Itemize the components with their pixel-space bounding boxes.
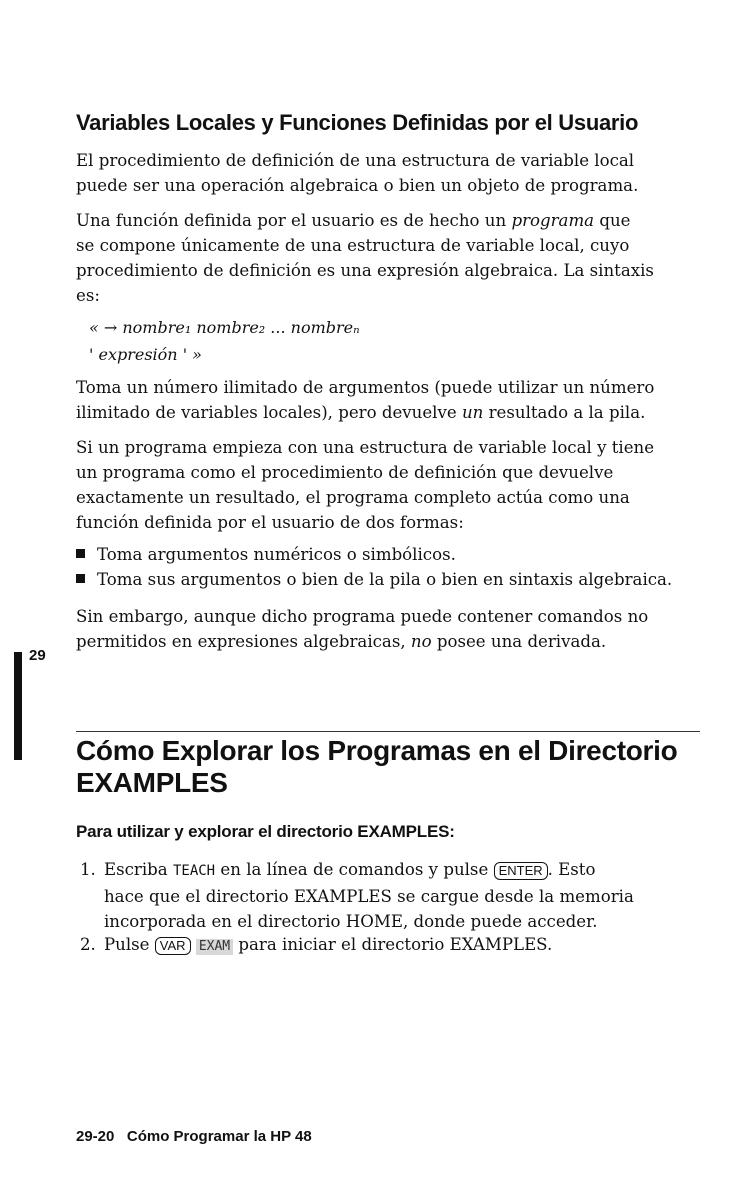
- subsection-heading: Para utilizar y explorar el directorio EXAMPLES:: [76, 822, 455, 841]
- chapter-tab-number: 29: [29, 647, 46, 664]
- var-key: VAR: [155, 937, 191, 955]
- syntax-line-1: « → nombre₁ nombre₂ ... nombreₙ: [89, 318, 360, 337]
- paragraph-arguments: Toma un número ilimitado de argumentos (puede utilizar un número ilimitado de variables locales), pero devuelve un resultado a la pila.: [76, 378, 655, 422]
- paragraph-derivative: Sin embargo, aunque dicho programa puede contener comandos no permitidos en expresiones algebraicas, no posee una derivada.: [76, 607, 649, 651]
- step-item-2: 2. Pulse VAR EXAM para iniciar el directorio EXAMPLES.: [80, 935, 553, 954]
- syntax-line-2: ' expresión ' »: [89, 345, 202, 364]
- exam-softkey: EXAM: [196, 939, 233, 955]
- paragraph-definition-procedure: El procedimiento de definición de una estructura de variable local puede ser una operación algebraica o bien un objeto de programa.: [76, 151, 639, 195]
- page-footer: [76, 1128, 312, 1145]
- section-heading-examples: Cómo Explorar los Programas en el Directorio EXAMPLES: [76, 735, 678, 798]
- bullet-item: Toma sus argumentos o bien de la pila o bien en sintaxis algebraica.: [76, 570, 672, 589]
- bullet-square-icon: [76, 549, 85, 558]
- command-teach: TEACH: [172, 863, 216, 879]
- chapter-tab-bar: [14, 652, 22, 760]
- bullet-item: Toma argumentos numéricos o simbólicos.: [76, 545, 456, 564]
- paragraph-program-structure: Si un programa empieza con una estructura de variable local y tiene un programa como el procedimiento de definición que devuelve exactamente un resultado, el programa completo actúa como una función definida por el usuario de dos formas:: [76, 438, 655, 532]
- page-number: 29-20: [76, 1128, 115, 1145]
- footer-title: Cómo Programar la HP 48: [126, 1128, 312, 1145]
- bullet-square-icon: [76, 574, 85, 583]
- enter-key: ENTER: [494, 862, 548, 880]
- step-item-1: 1. Escriba TEACH en la línea de comandos y pulse ENTER . Esto hace que el directorio EXAMPLES se cargue desde la memoria incorporada en el directorio HOME, donde puede acceder.: [80, 860, 634, 931]
- section-heading-local-variables: Variables Locales y Funciones Definidas por el Usuario: [76, 110, 639, 135]
- section-divider: [76, 731, 700, 732]
- paragraph-user-defined-function: Una función definida por el usuario es de hecho un programa que se compone únicamente de una estructura de variable local, cuyo procedimiento de definición es una expresión algebraica. La sintaxis es:: [76, 211, 654, 305]
